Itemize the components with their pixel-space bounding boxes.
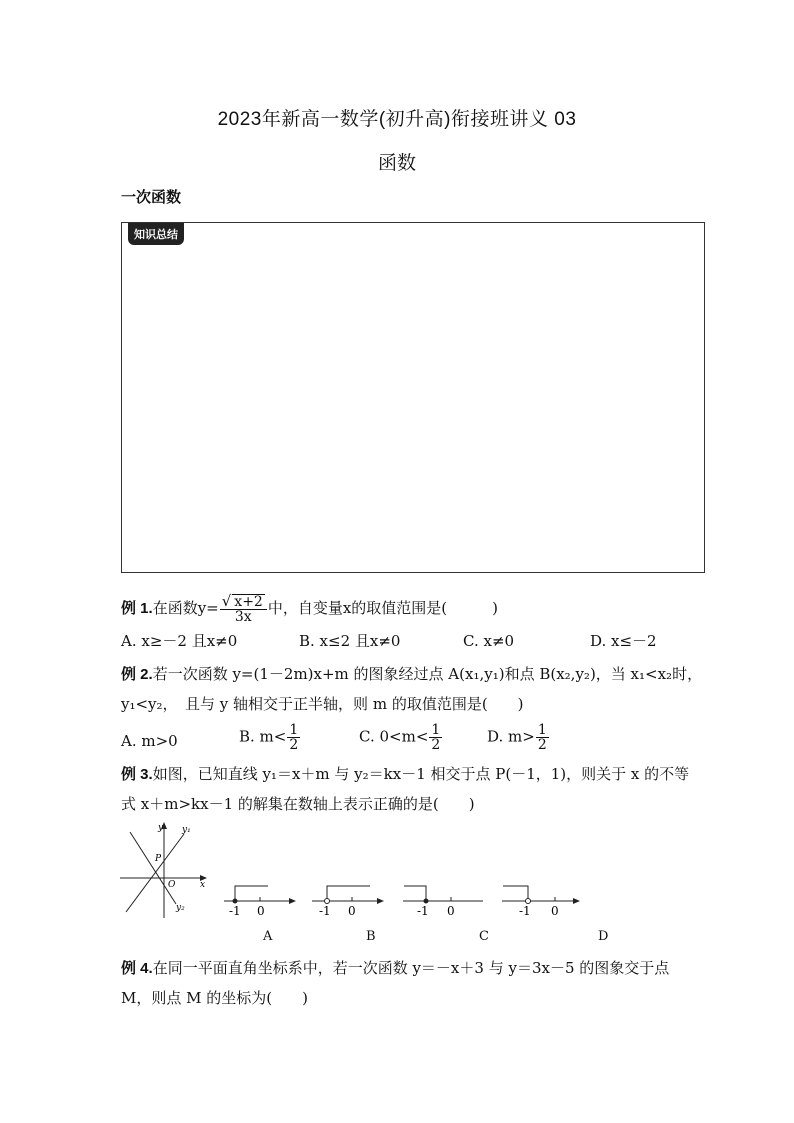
summary-tag: 知识总结 xyxy=(128,223,184,245)
numberline-c-label-neg1: -1 xyxy=(417,904,429,918)
numberline-a-point xyxy=(233,899,238,904)
numberline-d-point xyxy=(526,899,531,904)
numberline-b-label-neg1: -1 xyxy=(319,904,331,918)
example-3-text-1: 如图，已知直线 y₁＝x＋m 与 y₂＝kx－1 相交于点 P(－1，1)，则关于 x 的不等 xyxy=(152,765,690,783)
example-1-option-a: A. x≥－2 且x≠0 xyxy=(121,632,238,650)
numberline-b-bracket xyxy=(327,886,370,899)
example-1-option-c: C. x≠0 xyxy=(463,632,515,650)
example-1-option-b: B. x≤2 且x≠0 xyxy=(299,632,401,650)
example-1-option-d: D. x≤－2 xyxy=(590,632,657,650)
line-y1 xyxy=(126,834,184,912)
label-y1: y₁ xyxy=(182,825,191,835)
example-4-label: 例 4. xyxy=(121,960,153,977)
numberline-a-arrow xyxy=(289,898,296,904)
line-y2 xyxy=(130,832,176,904)
label-o: O xyxy=(168,880,176,890)
example-2-option-b-den: 2 xyxy=(289,737,299,753)
example-1-pre: 在函数y= xyxy=(152,599,219,617)
numberline-a xyxy=(222,880,300,918)
example-2-option-d-num: 1 xyxy=(537,722,547,738)
example-2-line-2: y₁<y₂， 且与 y 轴相交于正半轴，则 m 的取值范围是( ) xyxy=(121,695,524,713)
example-2-option-d xyxy=(487,723,550,752)
example-2-text-1: 若一次函数 y=(1－2m)x+m 的图象经过点 A(x₁,y₁)和点 B(x₂,y₂)，当 x₁<x₂时， xyxy=(152,665,703,683)
numberline-a-bracket xyxy=(235,886,268,901)
example-2-option-c-num: 1 xyxy=(431,722,441,738)
numberline-d-arrow xyxy=(573,898,580,904)
numberline-a-label-neg1: -1 xyxy=(229,904,241,918)
numberline-a-label-0: 0 xyxy=(257,904,265,918)
example-2-option-b-num: 1 xyxy=(289,722,299,738)
example-1-post: 中，自变量x的取值范围是( ) xyxy=(267,599,499,617)
label-y2: y₂ xyxy=(176,903,185,913)
example-2-option-a-text: A. m>0 xyxy=(121,732,178,750)
numberline-d-label-0: 0 xyxy=(551,904,559,918)
example-1-label: 例 1. xyxy=(121,600,153,617)
label-x: x xyxy=(200,880,206,890)
numberline-b-label-0: 0 xyxy=(348,904,356,918)
example-4-line-2: M，则点 M 的坐标为( ) xyxy=(121,989,308,1007)
example-2-option-c-text: C. 0<m< xyxy=(359,727,429,746)
example-2-option-b xyxy=(239,723,301,752)
section-heading: 一次函数 xyxy=(121,189,182,206)
example-2-option-c xyxy=(359,723,443,752)
page-title: 2023年新高一数学(初升高)衔接班讲义 03 xyxy=(217,109,577,130)
numberline-b-letter: B xyxy=(366,929,376,944)
example-1-fraction: $\frac{√ x+2}{3x}$ xyxy=(220,594,267,624)
numberline-d-bracket xyxy=(503,886,528,899)
numberline-b-arrow xyxy=(377,898,384,904)
example-4-line-1 xyxy=(121,958,669,979)
knowledge-summary-box xyxy=(121,222,705,573)
example-2-option-d-den: 2 xyxy=(537,737,547,753)
numberline-d xyxy=(500,880,586,918)
numberline-c xyxy=(401,880,487,918)
numberline-c-label-0: 0 xyxy=(447,904,455,918)
example-1-denominator: 3x xyxy=(234,609,252,625)
example-2-line-1 xyxy=(121,664,702,685)
numberline-b xyxy=(310,880,388,918)
numberline-c-bracket xyxy=(404,886,426,901)
example-2-option-a xyxy=(121,731,178,751)
example-1-question xyxy=(121,594,498,624)
numberline-c-point xyxy=(424,899,429,904)
example-1-numerator: x+2 xyxy=(234,594,263,610)
numberline-d-letter: D xyxy=(598,929,609,944)
example-3-label: 例 3. xyxy=(121,766,153,783)
numberline-c-letter: C xyxy=(479,929,489,944)
example-2-label: 例 2. xyxy=(121,666,153,683)
label-p: P xyxy=(155,854,162,864)
example-2-option-b-text: B. m< xyxy=(239,727,287,746)
numberline-d-label-neg1: -1 xyxy=(519,904,531,918)
example-4-text-1: 在同一平面直角坐标系中，若一次函数 y＝－x＋3 与 y＝3x－5 的图象交于点 xyxy=(152,959,670,977)
page-subtitle: 函数 xyxy=(377,153,416,174)
example-2-option-c-den: 2 xyxy=(431,737,441,753)
numberline-a-letter: A xyxy=(263,929,273,944)
example-3-line-1 xyxy=(121,764,689,785)
numberline-b-point xyxy=(325,899,330,904)
label-y: y xyxy=(158,823,164,833)
example-3-line-2: 式 x＋m>kx－1 的解集在数轴上表示正确的是( ) xyxy=(121,795,475,813)
example-2-option-d-text: D. m> xyxy=(487,727,535,746)
example-3-coordinate-graph xyxy=(118,820,210,920)
